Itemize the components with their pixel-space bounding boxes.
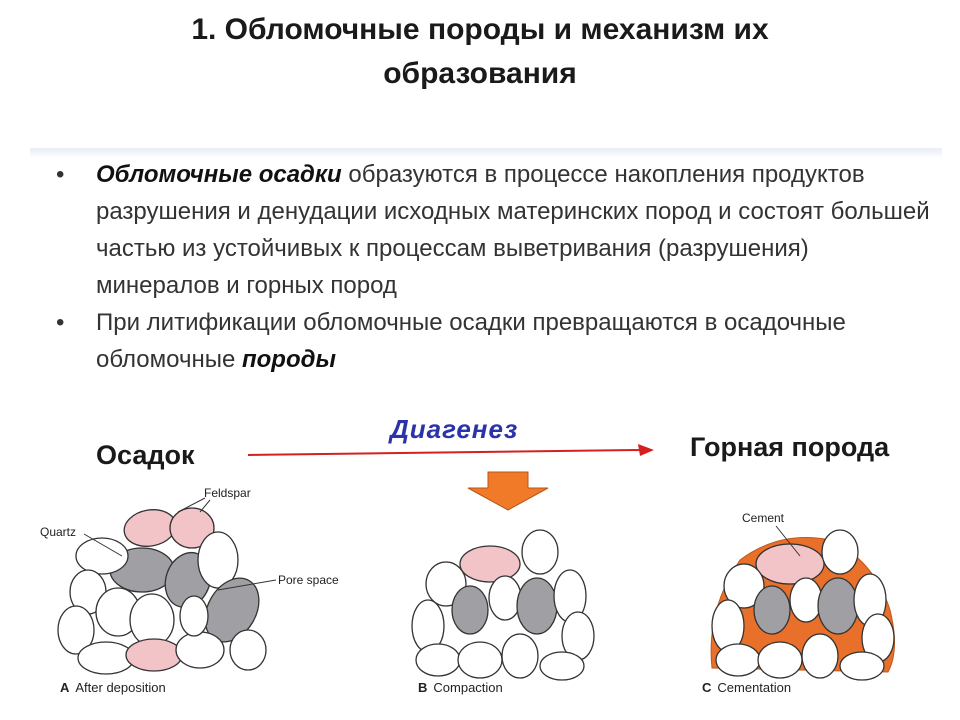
- cement-label: Cement: [742, 511, 785, 525]
- caption-text: Cementation: [717, 680, 792, 695]
- caption-letter: A: [60, 680, 70, 695]
- caption-b: [418, 680, 503, 695]
- pore-space-label: Pore space: [278, 573, 339, 587]
- bullet-rest: При литификации обломочные осадки превращаются в осадочные обломочные: [96, 309, 846, 373]
- bullet-rest: образуются в процессе накопления продуктов разрушения и денудации исходных материнских пород и состоят большей частью из устойчивых к процессам выветривания (разрушения) минералов и горных пород: [96, 161, 930, 299]
- panel-b-grains: [412, 530, 594, 680]
- caption-text: After deposition: [75, 680, 166, 695]
- caption-letter: B: [418, 680, 428, 695]
- bullet-dot: •: [56, 309, 65, 336]
- diagenesis-arrow: [248, 444, 654, 456]
- bullet-bold-term: породы: [241, 346, 336, 373]
- caption-text: Compaction: [433, 680, 503, 695]
- title-line-1: 1. Обломочные породы и механизм их: [191, 13, 769, 46]
- caption-a: [60, 680, 166, 695]
- bullet-bold-term: Обломочные осадки: [96, 161, 342, 188]
- caption-letter: C: [702, 680, 712, 695]
- sediment-label: Осадок: [96, 440, 195, 470]
- diagenesis-label: Диагенез: [390, 414, 519, 444]
- caption-c: [702, 680, 791, 695]
- quartz-label: Quartz: [40, 525, 77, 539]
- down-arrow-icon: [468, 472, 548, 510]
- feldspar-label: Feldspar: [204, 486, 251, 500]
- panel-a-grains: [58, 506, 270, 674]
- title-line-2: образования: [383, 57, 577, 90]
- bullet-dot: •: [56, 161, 65, 188]
- panel-c-grains: [712, 530, 894, 680]
- rock-label: Горная порода: [690, 432, 890, 462]
